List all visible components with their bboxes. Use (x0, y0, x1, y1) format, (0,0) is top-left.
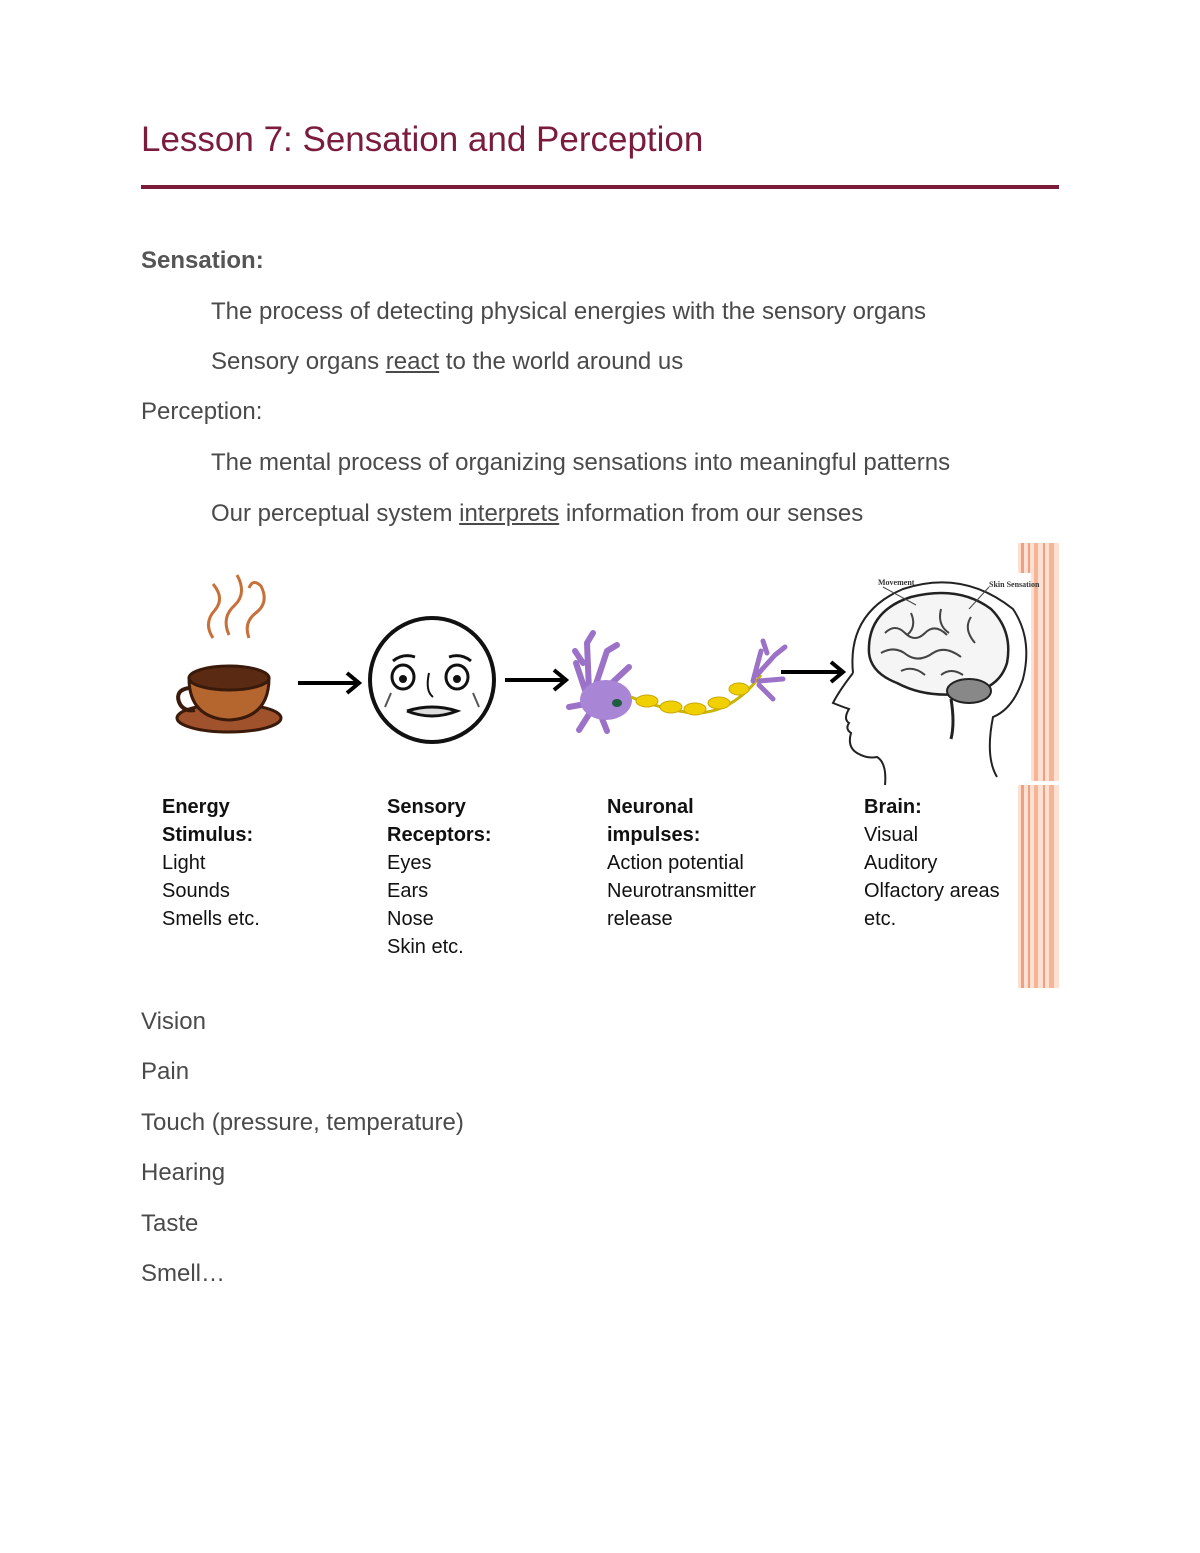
caption-heading: Neuronal (607, 796, 694, 818)
caption-item: Sounds (162, 880, 230, 902)
sensation-definition: The process of detecting physical energies with the sensory organs (211, 298, 927, 325)
caption-item: Smells etc. (162, 908, 260, 930)
caption-item: Light (162, 852, 206, 874)
caption-heading: Receptors: (387, 824, 492, 846)
caption-heading: Energy (162, 796, 230, 818)
caption-item: Visual (864, 824, 919, 846)
perception-heading: Perception: (141, 398, 263, 425)
sense-item: Touch (pressure, temperature) (141, 1109, 464, 1136)
arrow-right-icon (781, 662, 843, 682)
perception-note-post: information from our senses (559, 500, 864, 527)
title-divider (141, 185, 1059, 189)
perception-definition: The mental process of organizing sensations into meaningful patterns (211, 449, 951, 476)
caption-item: Eyes (387, 852, 432, 874)
caption-sensory-receptors (387, 793, 491, 961)
caption-neuronal-impulses (607, 793, 756, 933)
coffee-cup-icon (177, 575, 281, 732)
caption-item: Nose (387, 908, 434, 930)
sense-item: Taste (141, 1210, 199, 1237)
caption-heading: Stimulus: (162, 824, 254, 846)
caption-item: Skin etc. (387, 936, 464, 958)
face-icon (370, 618, 494, 742)
caption-heading: Sensory (387, 796, 466, 818)
caption-energy-stimulus (162, 793, 260, 933)
caption-item: Action potential (607, 852, 744, 874)
sense-item: Smell… (141, 1260, 226, 1287)
perception-note-pre: Our perceptual system (211, 500, 460, 527)
sense-item: Vision (141, 1008, 206, 1035)
sensation-pathway-figure (141, 543, 1059, 988)
caption-item: Neurotransmitter (607, 880, 756, 902)
sensation-note-pre: Sensory organs (211, 348, 386, 375)
sensation-note-keyword: react (385, 348, 440, 375)
sensation-note-post: to the world around us (439, 348, 684, 375)
caption-item: Ears (387, 880, 429, 902)
caption-item: release (607, 908, 673, 930)
neuron-icon (569, 633, 785, 731)
caption-heading: Brain: (864, 796, 922, 818)
brain-label-movement: Movement (878, 578, 915, 587)
sense-item: Hearing (141, 1159, 226, 1186)
page-title: Lesson 7: Sensation and Perception (141, 120, 704, 159)
caption-brain (864, 793, 1000, 933)
sensation-note (211, 347, 683, 377)
sense-item: Pain (141, 1058, 190, 1085)
arrow-right-icon (505, 670, 566, 690)
sensation-heading: Sensation: (141, 247, 264, 274)
caption-item: Olfactory areas (864, 880, 1000, 902)
perception-note-keyword: interprets (459, 500, 560, 527)
caption-item: etc. (864, 908, 897, 930)
arrow-right-icon (298, 673, 359, 693)
perception-note (211, 499, 863, 529)
caption-item: Auditory (864, 852, 938, 874)
brain-label-skin-sensation: Skin Sensation (989, 580, 1040, 589)
caption-heading: impulses: (607, 824, 701, 846)
